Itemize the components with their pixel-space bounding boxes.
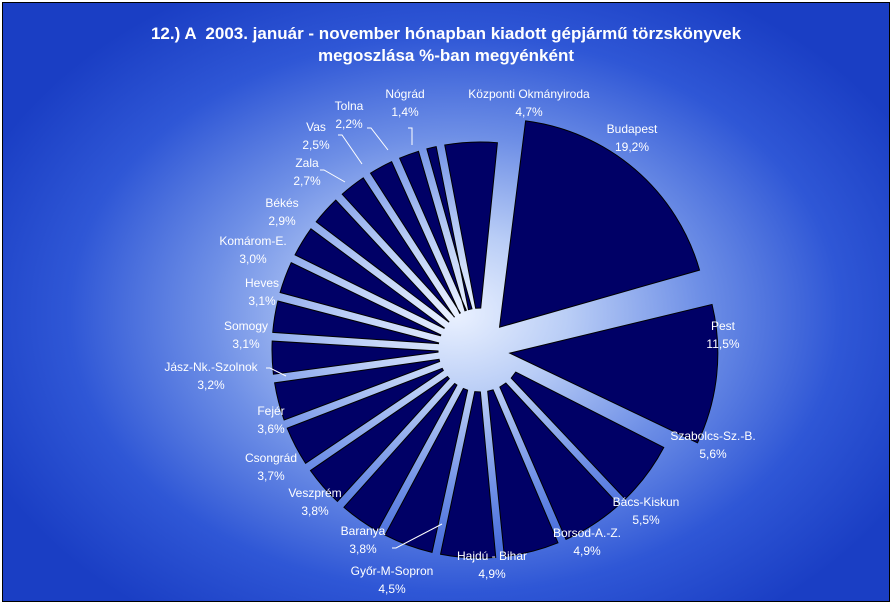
leader-line (338, 135, 362, 164)
slice-value-tolna: 2,2% (335, 117, 363, 131)
slice-label-b-k-s: Békés (265, 196, 299, 210)
slice-value-vas: 2,5% (302, 138, 330, 152)
slice-label-veszpr-m: Veszprém (288, 486, 342, 500)
slice-value-pest: 11,5% (706, 337, 740, 351)
slice-value-b-cs-kiskun: 5,5% (632, 513, 660, 527)
slice-value-csongr-d: 3,7% (257, 469, 285, 483)
chart-title-line-1: 12.) A 2003. január - november hónapban kiadott gépjármű törzskönyvek (150, 24, 742, 43)
slice-value-baranya: 3,8% (349, 542, 377, 556)
pie-slice-k-zponti-okm-nyiroda (445, 142, 498, 308)
slice-value-b-k-s: 2,9% (268, 214, 296, 228)
leader-line (367, 128, 388, 150)
leader-line (320, 170, 345, 182)
slice-label-vas: Vas (306, 120, 326, 134)
slice-label-j-sz-nk-szolnok: Jász-Nk.-Szolnok (164, 360, 258, 374)
slice-value-kom-rom-e-: 3,0% (239, 252, 267, 266)
slice-value-somogy: 3,1% (232, 337, 260, 351)
slice-label-csongr-d: Csongrád (244, 451, 298, 465)
slice-label-borsod-a-z-: Borsod-A.-Z. (552, 526, 622, 540)
slice-value-fej-r: 3,6% (257, 422, 285, 436)
leader-line (408, 128, 412, 145)
slice-value-zala: 2,7% (293, 174, 321, 188)
pie-slice-budapest (500, 121, 700, 327)
slice-value-hajd-bihar: 4,9% (478, 567, 506, 581)
slice-value-szabolcs-sz-b-: 5,6% (699, 447, 727, 461)
slice-label-b-cs-kiskun: Bács-Kiskun (612, 495, 680, 509)
slice-value-heves: 3,1% (248, 294, 276, 308)
slice-label-somogy: Somogy (223, 319, 269, 333)
slice-label-baranya: Baranya (340, 524, 386, 538)
slice-label-kom-rom-e-: Komárom-E. (219, 234, 287, 248)
slice-label-pest: Pest (710, 319, 736, 333)
slice-label-fej-r: Fejér (257, 404, 285, 418)
slice-value-veszpr-m: 3,8% (301, 504, 329, 518)
slice-label-heves: Heves (244, 276, 280, 290)
slice-label-zala: Zala (295, 156, 319, 170)
slice-value-k-zponti-okm-nyiroda: 4,7% (515, 105, 543, 119)
slice-label-gy-r-m-sopron: Győr-M-Sopron (350, 564, 434, 578)
slice-label-k-zponti-okm-nyiroda: Központi Okmányiroda (468, 87, 590, 101)
slice-label-szabolcs-sz-b-: Szabolcs-Sz.-B. (670, 429, 756, 443)
chart-title-line-2: megoszlása %-ban megyénként (317, 46, 575, 65)
slice-label-hajd-bihar: Hajdú - Bihar (456, 549, 528, 563)
slice-value-gy-r-m-sopron: 4,5% (378, 582, 406, 596)
slice-value-n-gr-d: 1,4% (391, 105, 419, 119)
slice-label-n-gr-d: Nógrád (385, 87, 425, 101)
slice-value-borsod-a-z-: 4,9% (573, 544, 601, 558)
slice-value-budapest: 19,2% (614, 140, 650, 154)
slice-label-tolna: Tolna (334, 99, 364, 113)
slice-label-budapest: Budapest (606, 122, 658, 136)
slice-value-j-sz-nk-szolnok: 3,2% (197, 378, 225, 392)
